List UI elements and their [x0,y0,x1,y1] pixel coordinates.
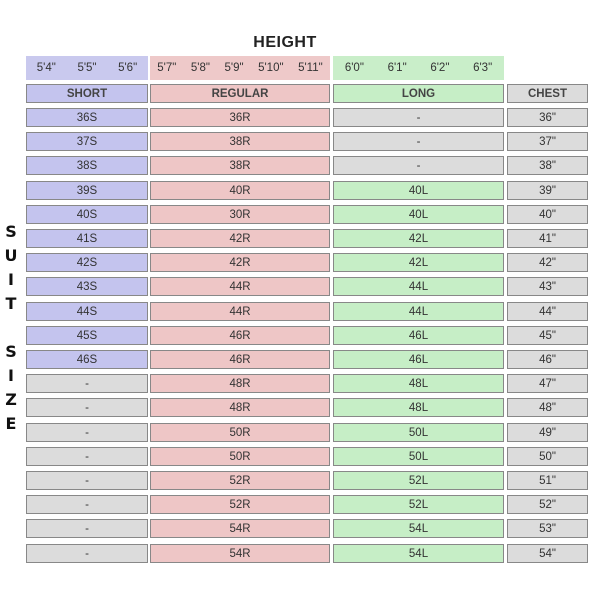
height-band-short [26,56,148,80]
cell-regular: 48R [150,374,330,393]
cell-long: 42L [333,229,504,248]
cell-regular: 54R [150,519,330,538]
cell-chest: 53" [507,519,588,538]
height-label: 5'6" [118,62,138,74]
cell-chest: 52" [507,495,588,514]
cell-chest: 48" [507,398,588,417]
cell-long: 46L [333,326,504,345]
cell-regular: 54R [150,544,330,563]
height-label: 5'4" [36,62,56,74]
cell-regular: 52R [150,495,330,514]
cell-short: - [26,495,148,514]
cell-chest: 50" [507,447,588,466]
side-label-letter: E [5,414,17,433]
side-label-letter: Z [5,390,17,409]
column-header-chest: CHEST [507,84,588,103]
cell-regular: 30R [150,205,330,224]
cell-short: 39S [26,181,148,200]
cell-short: - [26,471,148,490]
cell-chest: 42" [507,253,588,272]
cell-long: 42L [333,253,504,272]
cell-chest: 49" [507,423,588,442]
cell-chest: 41" [507,229,588,248]
cell-regular: 38R [150,132,330,151]
cell-long: 50L [333,447,504,466]
cell-long: 48L [333,374,504,393]
column-header-regular: REGULAR [150,84,330,103]
cell-long: 50L [333,423,504,442]
cell-chest: 45" [507,326,588,345]
height-label: 5'8" [190,62,210,74]
cell-long: 44L [333,277,504,296]
cell-long: - [333,132,504,151]
cell-chest: 38" [507,156,588,175]
cell-short: - [26,447,148,466]
cell-long: - [333,108,504,127]
cell-chest: 47" [507,374,588,393]
cell-chest: 43" [507,277,588,296]
height-label: 5'9" [224,62,244,74]
cell-long: 40L [333,205,504,224]
height-label: 5'5" [77,62,97,74]
cell-long: 46L [333,350,504,369]
cell-chest: 37" [507,132,588,151]
side-label-letter: U [4,246,18,265]
column-header-long: LONG [333,84,504,103]
cell-short: - [26,423,148,442]
cell-chest: 40" [507,205,588,224]
cell-chest: 54" [507,544,588,563]
cell-long: 40L [333,181,504,200]
cell-regular: 42R [150,229,330,248]
side-label-letter: I [8,366,14,385]
cell-short: 40S [26,205,148,224]
height-band-long [333,56,504,80]
cell-chest: 39" [507,181,588,200]
cell-short: - [26,398,148,417]
height-label: 5'11" [298,62,323,74]
cell-long: 44L [333,302,504,321]
cell-short: 42S [26,253,148,272]
cell-regular: 50R [150,423,330,442]
cell-long: 54L [333,544,504,563]
cell-chest: 51" [507,471,588,490]
cell-short: 45S [26,326,148,345]
height-band-regular [150,56,330,80]
cell-short: 46S [26,350,148,369]
side-label-letter: T [5,294,17,313]
cell-regular: 36R [150,108,330,127]
cell-long: 54L [333,519,504,538]
height-label: 6'2" [430,62,450,74]
cell-short: 43S [26,277,148,296]
side-label-letter: S [5,342,17,361]
cell-short: 44S [26,302,148,321]
cell-short: - [26,374,148,393]
cell-regular: 40R [150,181,330,200]
cell-chest: 46" [507,350,588,369]
height-label: 6'0" [344,62,364,74]
side-label-letter: S [5,222,17,241]
cell-regular: 50R [150,447,330,466]
cell-regular: 46R [150,326,330,345]
cell-long: 52L [333,495,504,514]
cell-regular: 42R [150,253,330,272]
cell-chest: 36" [507,108,588,127]
cell-short: 41S [26,229,148,248]
cell-regular: 44R [150,277,330,296]
height-label: 6'1" [387,62,407,74]
chart-title: HEIGHT [253,34,317,51]
height-label: 6'3" [473,62,493,74]
cell-regular: 46R [150,350,330,369]
column-header-short: SHORT [26,84,148,103]
cell-regular: 44R [150,302,330,321]
cell-short: - [26,544,148,563]
cell-regular: 52R [150,471,330,490]
cell-short: 37S [26,132,148,151]
cell-short: 38S [26,156,148,175]
cell-long: 52L [333,471,504,490]
height-label: 5'7" [157,62,177,74]
cell-regular: 48R [150,398,330,417]
height-label: 5'10" [258,62,284,74]
cell-chest: 44" [507,302,588,321]
cell-long: - [333,156,504,175]
cell-short: 36S [26,108,148,127]
side-label-letter: I [8,270,14,289]
cell-short: - [26,519,148,538]
cell-regular: 38R [150,156,330,175]
cell-long: 48L [333,398,504,417]
